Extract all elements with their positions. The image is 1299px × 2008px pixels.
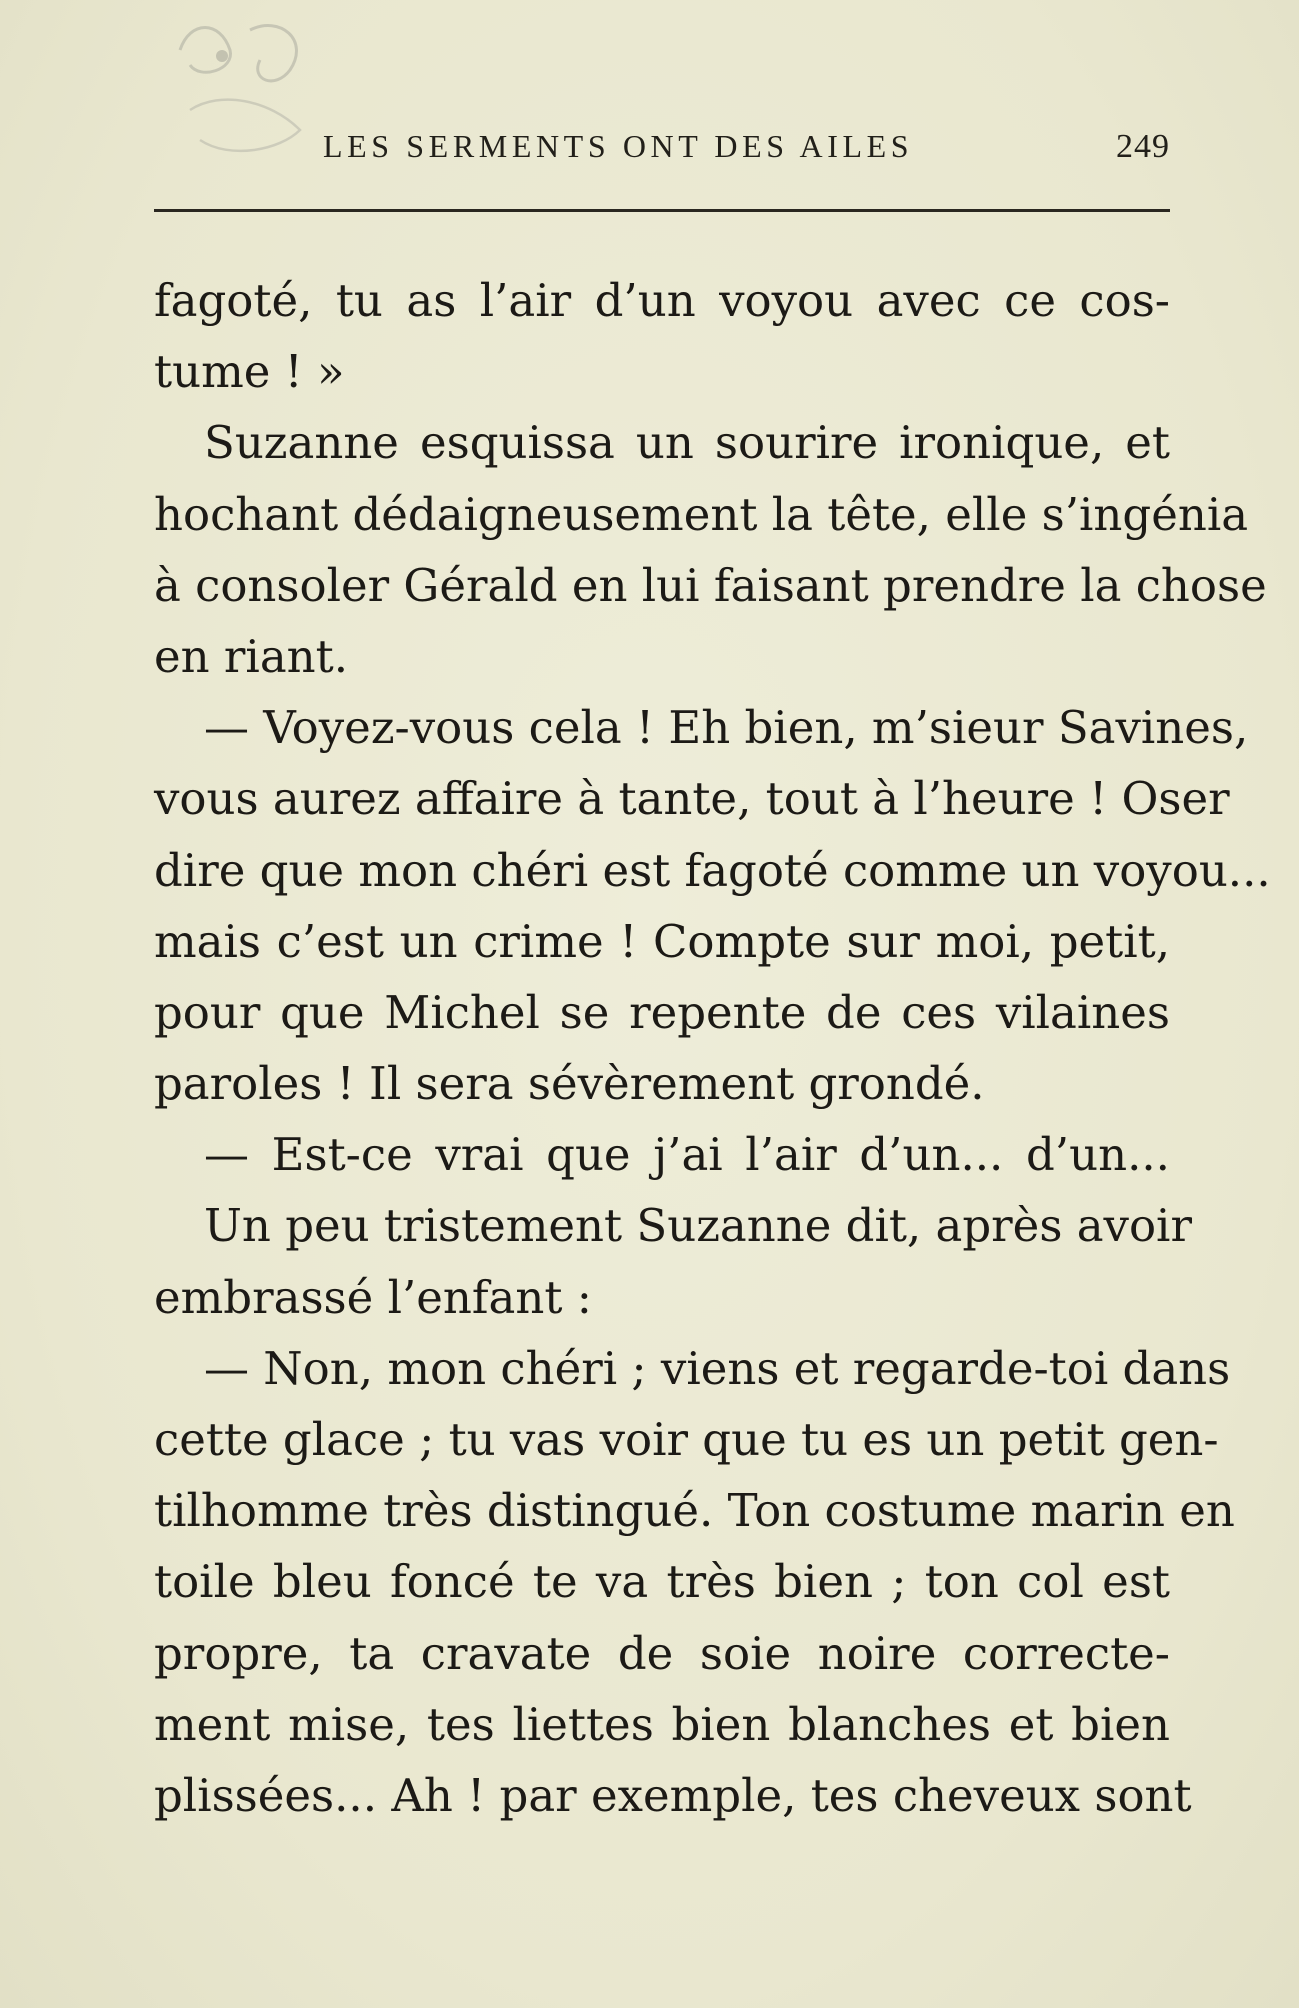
text-line: toile bleu foncé te va très bien ; ton col est (154, 1555, 1170, 1609)
text-line: embrassé l’enfant : (154, 1270, 592, 1324)
body-text (154, 265, 1271, 1831)
text-line: à consoler Gérald en lui faisant prendre la chose (154, 558, 1267, 612)
text-line: paroles ! Il sera sévèrement grondé. (154, 1057, 985, 1111)
running-header (154, 128, 1170, 176)
header-rule (154, 209, 1170, 212)
text-line: vous aurez affaire à tante, tout à l’heure ! Oser (154, 772, 1230, 826)
text-line: hochant dédaigneusement la tête, elle s’ingénia (154, 487, 1249, 541)
text-line: dire que mon chéri est fagoté comme un voyou... (154, 843, 1271, 897)
page-number: 249 (1116, 128, 1170, 165)
text-line: fagoté, tu as l’air d’un voyou avec ce cos- (154, 274, 1170, 327)
text-line: tilhomme très distingué. Ton costume marin en (154, 1484, 1235, 1538)
text-line: — Non, mon chéri ; viens et regarde-toi dans (204, 1341, 1231, 1395)
text-line: — Voyez-vous cela ! Eh bien, m’sieur Savines, (204, 701, 1249, 755)
text-line: Suzanne esquissa un sourire ironique, et (204, 416, 1170, 470)
text-line: — Est-ce vrai que j’ai l’air d’un... d’un... (204, 1128, 1170, 1182)
text-line: tume ! » (154, 345, 345, 399)
text-line: Un peu tristement Suzanne dit, après avoir (204, 1199, 1192, 1253)
text-line: mais c’est un crime ! Compte sur moi, petit, (154, 914, 1170, 968)
text-line: propre, ta cravate de soie noire correcte- (154, 1626, 1170, 1680)
text-line: plissées... Ah ! par exemple, tes cheveux sont (154, 1768, 1192, 1822)
running-title: LES SERMENTS ONT DES AILES (323, 128, 914, 164)
text-line: cette glace ; tu vas voir que tu es un petit gen- (154, 1413, 1219, 1466)
text-line: ment mise, tes liettes bien blanches et bien (154, 1697, 1170, 1751)
text-line: pour que Michel se repente de ces vilaines (154, 985, 1170, 1039)
text-line: en riant. (154, 629, 349, 683)
